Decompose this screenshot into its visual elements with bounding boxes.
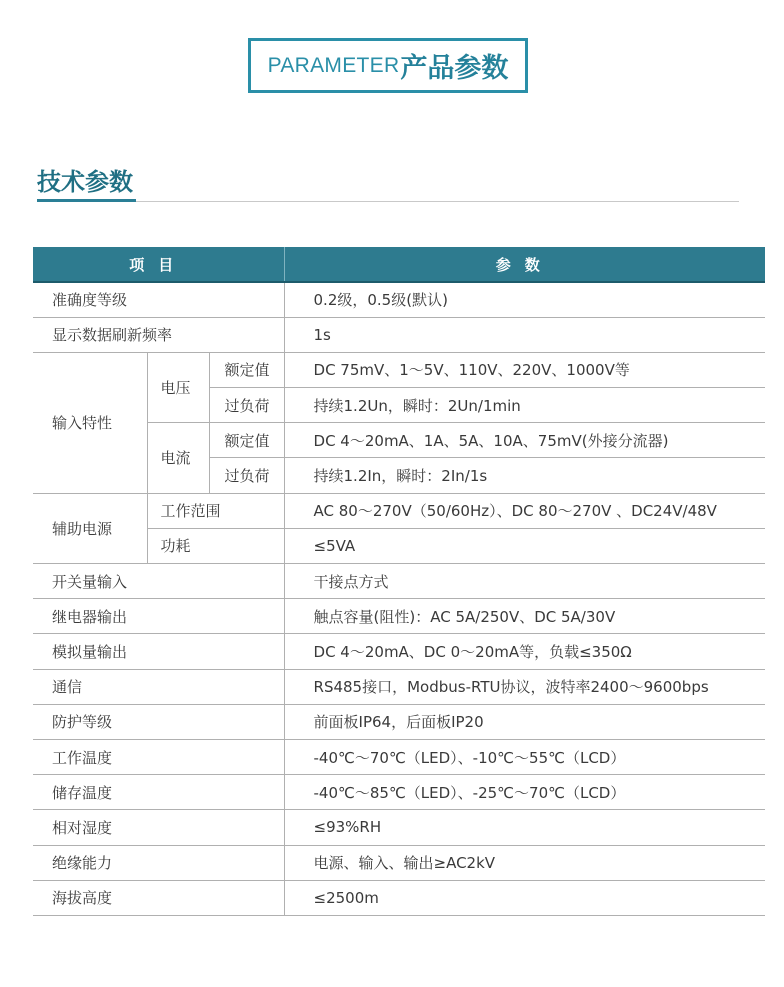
row-value: -40℃～85℃（LED）、-25℃～70℃（LCD） [284, 775, 765, 810]
row-value: 触点容量(阻性)：AC 5A/250V、DC 5A/30V [284, 599, 765, 634]
aux-power-value: ≤5VA [284, 528, 765, 563]
row-value: 前面板IP64，后面板IP20 [284, 704, 765, 739]
table-row [33, 810, 765, 845]
row-value: RS485接口，Modbus-RTU协议，波特率2400～9600bps [284, 669, 765, 704]
aux-power-label: 功耗 [147, 528, 284, 563]
table-row [33, 669, 765, 704]
current-overload-label: 过负荷 [209, 458, 284, 493]
banner-chinese-title: 产品参数 [400, 53, 509, 84]
row-label: 继电器输出 [33, 599, 284, 634]
section-title-underline [37, 199, 136, 202]
current-label: 电流 [147, 423, 209, 493]
table-row [33, 845, 765, 880]
voltage-overload-label: 过负荷 [209, 388, 284, 423]
table-row [33, 739, 765, 774]
table-row [33, 704, 765, 739]
row-value: ≤2500m [284, 880, 765, 915]
current-rated-label: 额定值 [209, 423, 284, 458]
table-row [33, 599, 765, 634]
table-row [33, 317, 765, 352]
table-row [33, 634, 765, 669]
section-title: 技术参数 [37, 168, 133, 196]
table-row [33, 775, 765, 810]
header-item: 项目 [33, 247, 284, 282]
header-params: 参数 [284, 247, 765, 282]
row-label: 开关量输入 [33, 564, 284, 599]
aux-range-value: AC 80～270V（50/60Hz）、DC 80～270V 、DC24V/48V [284, 493, 765, 528]
parameter-table [33, 247, 765, 916]
table-row [33, 880, 765, 915]
table-row [33, 493, 765, 528]
row-value: 干接点方式 [284, 564, 765, 599]
row-label: 绝缘能力 [33, 845, 284, 880]
current-overload-value: 持续1.2In，瞬时：2In/1s [284, 458, 765, 493]
table-header-row [33, 247, 765, 282]
voltage-rated-label: 额定值 [209, 352, 284, 387]
row-label: 海拔高度 [33, 880, 284, 915]
row-value: 电源、输入、输出≥AC2kV [284, 845, 765, 880]
row-label: 显示数据刷新频率 [33, 317, 284, 352]
row-value: ≤93%RH [284, 810, 765, 845]
table-row [33, 352, 765, 387]
row-label: 储存温度 [33, 775, 284, 810]
row-label: 防护等级 [33, 704, 284, 739]
row-label: 模拟量输出 [33, 634, 284, 669]
section-divider [37, 201, 739, 202]
row-value: DC 4～20mA、DC 0～20mA等，负载≤350Ω [284, 634, 765, 669]
row-label: 准确度等级 [33, 282, 284, 317]
input-group-label: 输入特性 [33, 352, 147, 493]
voltage-overload-value: 持续1.2Un，瞬时：2Un/1min [284, 388, 765, 423]
aux-group-label: 辅助电源 [33, 493, 147, 563]
row-label: 相对湿度 [33, 810, 284, 845]
current-rated-value: DC 4～20mA、1A、5A、10A、75mV(外接分流器) [284, 423, 765, 458]
row-value: 0.2级，0.5级(默认) [284, 282, 765, 317]
parameter-banner [248, 38, 528, 93]
voltage-rated-value: DC 75mV、1～5V、110V、220V、1000V等 [284, 352, 765, 387]
aux-range-label: 工作范围 [147, 493, 284, 528]
table-row [33, 282, 765, 317]
row-label: 工作温度 [33, 739, 284, 774]
row-label: 通信 [33, 669, 284, 704]
banner-english-title: PARAMETER [267, 53, 400, 77]
table-row [33, 564, 765, 599]
voltage-label: 电压 [147, 352, 209, 422]
row-value: 1s [284, 317, 765, 352]
row-value: -40℃～70℃（LED）、-10℃～55℃（LCD） [284, 739, 765, 774]
